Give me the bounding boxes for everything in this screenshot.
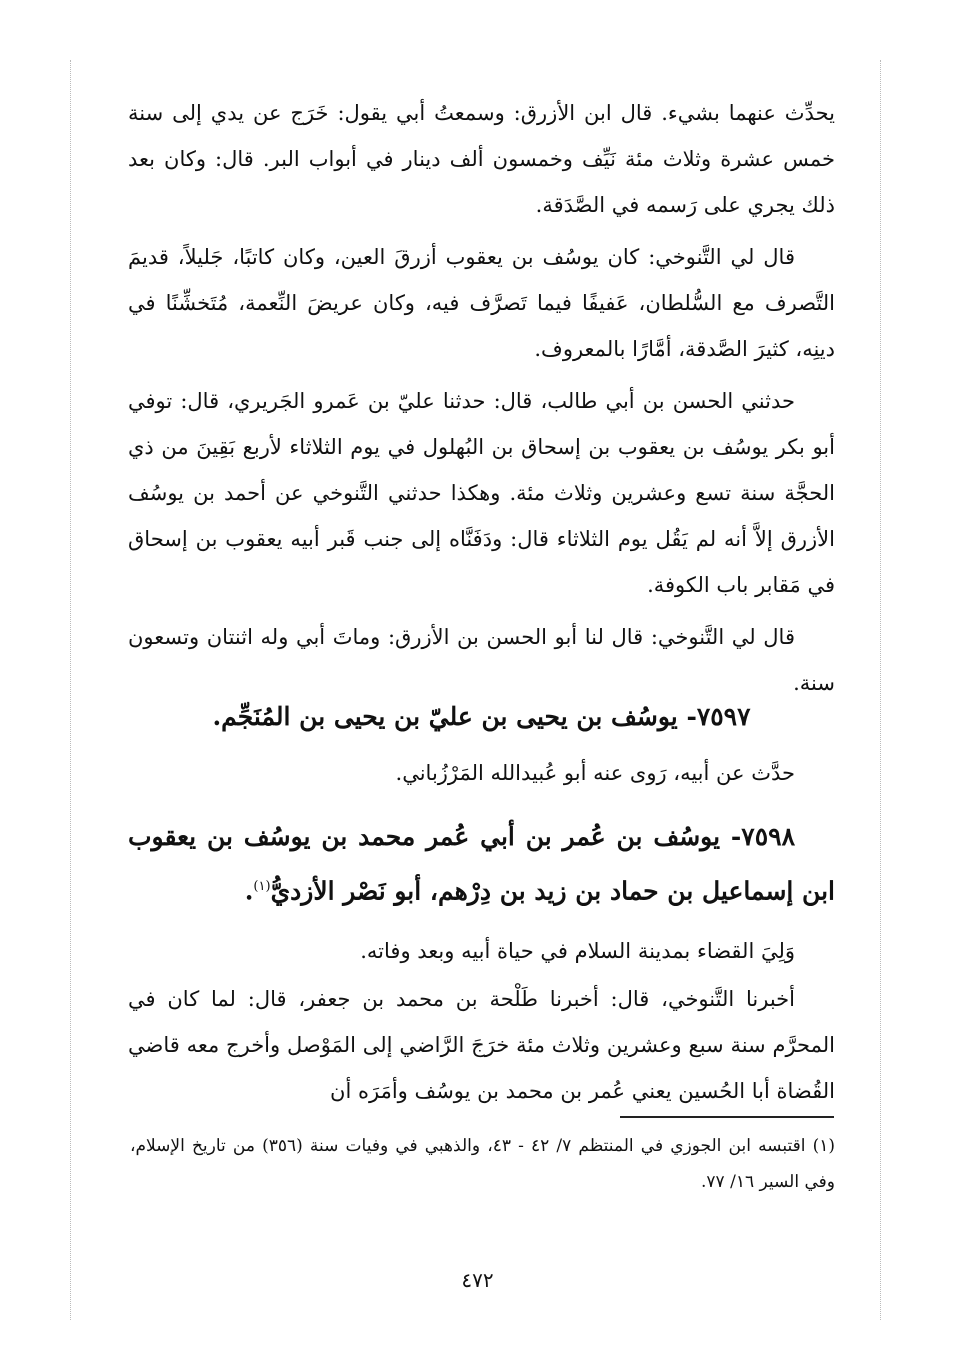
body-text-top: [128, 90, 835, 706]
entry-7598-heading: [128, 812, 835, 916]
left-margin-dots: [70, 60, 73, 1320]
paragraph-2: قال لي التَّنوخي: كان يوسُف بن يعقوب أزرقَ العين، وكان كاتبًا، جَليلاً، قديمَ التَّصرف مع السُّلطان، عَفيفًا فيما تَصرَّف فيه، وكان عريضَ النِّعمة، مُتَخشِّنًا في دينِه، كثيرَ الصَّدقة، أمَّارًا بالمعروف.: [128, 245, 835, 361]
entry-7598-body-1: وَلِيَ القضاء بمدينة السلام في حياة أبيه وبعد وفاته.: [360, 939, 795, 964]
entry-7598: [128, 812, 835, 1114]
entry-7597-heading: ٧٥٩٧- يوسُف بن يحيى بن عليّ بن يحيى بن المُنَجِّم.: [212, 702, 751, 731]
right-margin-dots: [880, 60, 883, 1320]
paragraph-3: حدثني الحسن بن أبي طالب، قال: حدثنا عليّ بن عَمرو الجَريري، قال: توفي أبو بكر يوسُف بن يعقوب بن إسحاق بن البُهلول في يوم الثلاثاء لأربع بَقِينَ من ذي الحجَّة سنة تسع وعشرين وثلاث مئة. وهكذا حدثني التَّنوخي عن أحمد بن يوسُف الأزرق إلاَّ أنه لم يَقُل يوم الثلاثاء قال: ودَفَنَّاه إلى جنب قَبر أبيه يعقوب بن إسحاق في مَقابر باب الكوفة.: [128, 389, 835, 597]
footnote-separator: [620, 1116, 834, 1118]
entry-7598-body-2: أخبرنا التَّنوخي، قال: أخبرنا طَلْحة بن محمد بن جعفر، قال: لما كان في المحرَّم سنة سبع وعشرين وثلاث مئة خرَجَ الرَّاضي إلى المَوْصل وأخرج معه قاضي القُضاة أبا الحُسين يعني عُمر بن محمد بن يوسُف وأمَرَه أن: [128, 987, 835, 1104]
entry-7598-heading-end: .: [244, 876, 254, 906]
entry-7597: [128, 692, 835, 796]
entry-7597-body: حدَّث عن أبيه، رَوى عنه أبو عُبيدالله المَرْزُباني.: [395, 761, 795, 785]
paragraph-1: يحدِّث عنهما بشيء. قال ابن الأزرق: وسمعتُ أبي يقول: خَرَج عن يدي إلى سنة خمس عشرة وثلاث مئة نَيِّف وخمسون ألف دينار في أبواب البر. قال: وكان بعد ذلك يجري على رَسمه في الصَّدَقة.: [128, 101, 835, 217]
paragraph-4: قال لي التَّنوخي: قال لنا أبو الحسن بن الأزرق: وماتَ أبي وله اثنتان وتسعون سنة.: [128, 625, 835, 695]
entry-7598-heading-text: ٧٥٩٨- يوسُف بن عُمر بن أبي عُمر محمد بن يوسُف بن يعقوب ابن إسماعيل بن حماد بن زيد بن دِرْهم، أبو نَصْر الأزديُّ: [128, 822, 835, 906]
footnote-1: (١) اقتبسه ابن الجوزي في المنتظم ٧/ ٤٢ - ٤٣، والذهبي في وفيات سنة (٣٥٦) من تاريخ الإسلام، وفي السير ١٦/ ٧٧.: [130, 1136, 836, 1192]
footnote-reference: (١): [253, 879, 271, 894]
page-number: ٤٧٢: [461, 1268, 494, 1292]
